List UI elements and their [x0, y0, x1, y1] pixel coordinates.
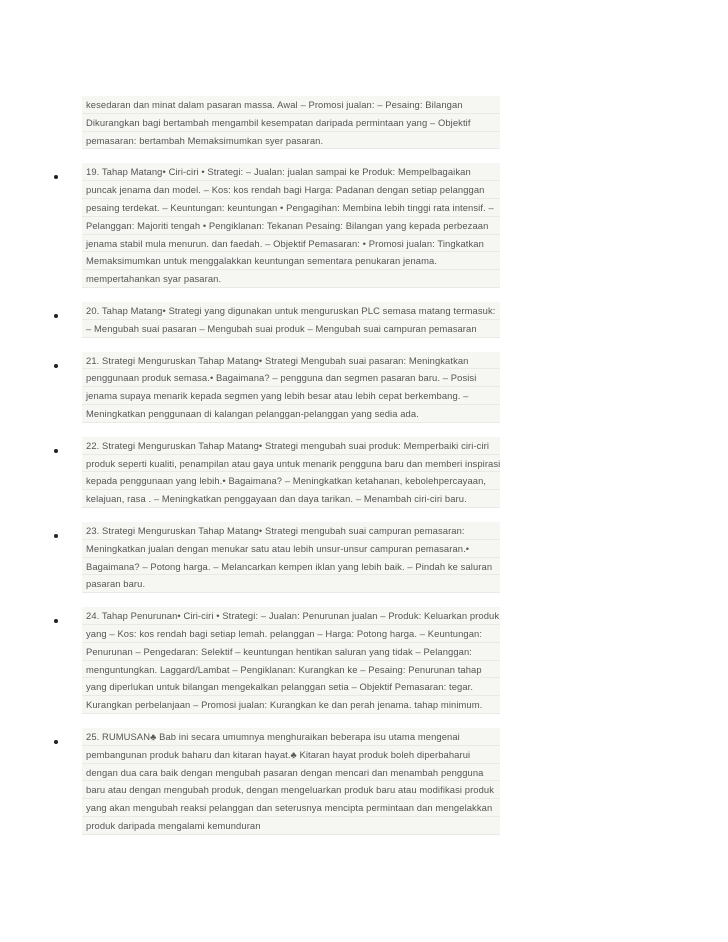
- text-line: produk seperti kualiti, penampilan atau gaya untuk menarik pengguna baru dan memberi inspirasi: [82, 455, 500, 473]
- bullet-icon: [54, 534, 58, 538]
- text-line: 22. Strategi Menguruskan Tahap Matang• Strategi mengubah suai produk: Memperbaiki ciri-ciri: [82, 437, 500, 455]
- slide-text-block: [60, 728, 500, 835]
- text-line: kelajuan, rasa . – Meningkatkan penggayaan dan daya tarikan. – Menambah ciri-ciri baru.: [82, 490, 500, 508]
- slide-text-block: [60, 437, 500, 508]
- text-line: puncak jenama dan model. – Kos: kos rendah bagi Harga: Padanan dengan setiap pelanggan: [82, 181, 500, 199]
- text-line: Meningkatkan penggunaan di kalangan pelanggan-pelanggan yang sedia ada.: [82, 405, 500, 423]
- document-body: [60, 96, 500, 849]
- text-line: pesaing terdekat. – Keuntungan: keuntungan • Pengagihan: Membina lebih tinggi rata intensif. –: [82, 199, 500, 217]
- text-line: 23. Strategi Menguruskan Tahap Matang• Strategi mengubah suai campuran pemasaran:: [82, 522, 500, 540]
- text-lines: [82, 437, 500, 508]
- text-line: Kurangkan perbelanjaan – Promosi jualan: Kurangkan ke dan perah jenama. tahap minimum.: [82, 696, 500, 714]
- text-line: baru atau dengan mengubah produk, dengan mengeluarkan produk baru atau modifikasi produk: [82, 781, 500, 799]
- text-line: kesedaran dan minat dalam pasaran massa. Awal – Promosi jualan: – Pesaing: Bilangan: [82, 96, 500, 114]
- text-line: Pelanggan: Majoriti tengah • Pengiklanan: Tekanan Pesaing: Bilangan yang kepada perbezaan: [82, 217, 500, 235]
- text-line: 21. Strategi Menguruskan Tahap Matang• Strategi Mengubah suai pasaran: Meningkatkan: [82, 352, 500, 370]
- text-line: pemasaran: bertambah Memaksimumkan syer pasaran.: [82, 132, 500, 150]
- text-lines: [82, 96, 500, 149]
- text-line: Penurunan – Pengedaran: Selektif – keuntungan hentikan saluran yang tidak – Pelanggan:: [82, 643, 500, 661]
- slide-text-block: [60, 96, 500, 149]
- slide-text-block: [60, 163, 500, 288]
- text-line: yang diperlukan untuk bilangan mengekalkan pelanggan setia – Objektif Pemasaran: tegar.: [82, 678, 500, 696]
- slide-text-block: [60, 607, 500, 714]
- text-lines: [82, 163, 500, 288]
- text-line: mempertahankan syar pasaran.: [82, 270, 500, 288]
- text-line: – Mengubah suai pasaran – Mengubah suai produk – Mengubah suai campuran pemasaran: [82, 320, 500, 338]
- bullet-icon: [54, 740, 58, 744]
- text-line: 20. Tahap Matang• Strategi yang digunakan untuk menguruskan PLC semasa matang termasuk:: [82, 302, 500, 320]
- text-line: 25. RUMUSAN♣ Bab ini secara umumnya menghuraikan beberapa isu utama mengenai: [82, 728, 500, 746]
- text-lines: [82, 352, 500, 423]
- text-line: dengan dua cara baik dengan mengubah pasaran dengan mencari dan menambah pengguna: [82, 764, 500, 782]
- bullet-icon: [54, 175, 58, 179]
- text-lines: [82, 728, 500, 835]
- text-line: Meningkatkan jualan dengan menukar satu atau lebih unsur-unsur campuran pemasaran.•: [82, 540, 500, 558]
- text-lines: [82, 302, 500, 338]
- bullet-icon: [54, 364, 58, 368]
- text-line: jenama supaya menarik kepada segmen yang lebih besar atau lebih cepat berkembang. –: [82, 387, 500, 405]
- text-line: yang – Kos: kos rendah bagi setiap lemah. pelanggan – Harga: Potong harga. – Keuntungan:: [82, 625, 500, 643]
- text-lines: [82, 607, 500, 714]
- slide-text-block: [60, 352, 500, 423]
- text-lines: [82, 522, 500, 593]
- text-line: jenama stabil mula menurun. dan faedah. – Objektif Pemasaran: • Promosi jualan: Tingkatkan: [82, 235, 500, 253]
- text-line: menguntungkan. Laggard/Lambat – Pengiklanan: Kurangkan ke – Pesaing: Penurunan tahap: [82, 661, 500, 679]
- slide-text-block: [60, 522, 500, 593]
- text-line: pasaran baru.: [82, 575, 500, 593]
- text-line: Bagaimana? – Potong harga. – Melancarkan kempen iklan yang lebih baik. – Pindah ke saluran: [82, 558, 500, 576]
- text-line: Memaksimumkan untuk menggalakkan keuntungan sementara penukaran jenama.: [82, 252, 500, 270]
- text-line: kepada penggunaan yang lebih.• Bagaimana? – Meningkatkan ketahanan, kebolehpercayaan,: [82, 472, 500, 490]
- text-line: produk daripada mengalami kemunduran: [82, 817, 500, 835]
- text-line: penggunaan produk semasa.• Bagaimana? – pengguna dan segmen pasaran baru. – Posisi: [82, 369, 500, 387]
- text-line: Dikurangkan bagi bertambah mengambil kesempatan daripada permintaan yang – Objektif: [82, 114, 500, 132]
- text-line: 19. Tahap Matang• Ciri-ciri • Strategi: – Jualan: jualan sampai ke Produk: Mempelbagaikan: [82, 163, 500, 181]
- slide-text-block: [60, 302, 500, 338]
- text-line: 24. Tahap Penurunan• Ciri-ciri • Strategi: – Jualan: Penurunan jualan – Produk: Keluarkan produk: [82, 607, 500, 625]
- bullet-icon: [54, 619, 58, 623]
- text-line: pembangunan produk baharu dan kitaran hayat.♣ Kitaran hayat produk boleh diperbaharui: [82, 746, 500, 764]
- text-line: yang akan mengubah reaksi pelanggan dan seterusnya mencipta permintaan dan mengelakkan: [82, 799, 500, 817]
- bullet-icon: [54, 314, 58, 318]
- bullet-icon: [54, 449, 58, 453]
